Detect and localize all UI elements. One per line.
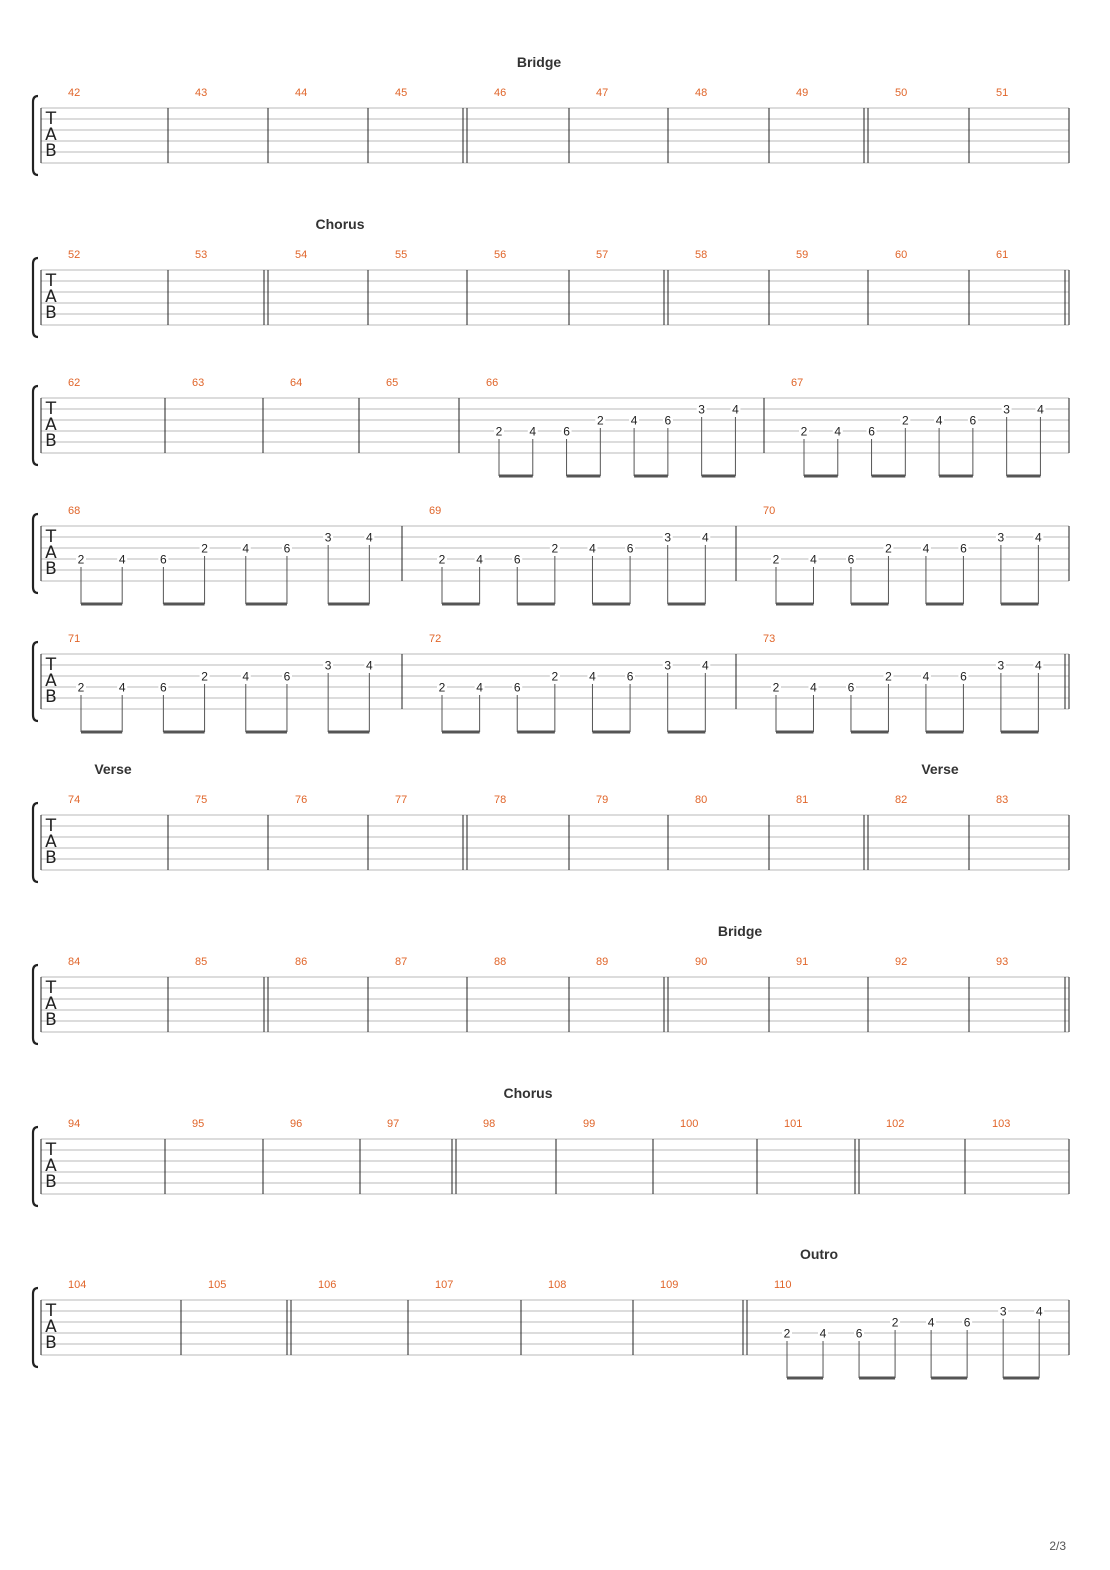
fret-number: 4	[922, 541, 930, 556]
fret-number: 3	[1003, 402, 1010, 417]
bar-number: 86	[295, 956, 308, 968]
section-label: Chorus	[503, 1085, 553, 1101]
bar-number: 48	[695, 87, 708, 99]
fret-number: 2	[800, 424, 808, 439]
fret-number: 2	[438, 552, 446, 567]
bar-number: 84	[68, 956, 81, 968]
system-bracket	[33, 96, 38, 175]
fret-number: 4	[810, 552, 817, 567]
tab-clef-letter: A	[45, 671, 57, 691]
bar-number: 67	[791, 377, 804, 389]
tab-clef-letter: A	[45, 1156, 57, 1176]
bar-number: 96	[290, 1118, 303, 1130]
fret-number: 4	[819, 1326, 827, 1341]
system-bracket	[33, 258, 38, 337]
fret-number: 2	[201, 669, 208, 684]
fret-number: 4	[630, 413, 638, 428]
system-bracket	[33, 514, 38, 593]
fret-number: 4	[1037, 402, 1044, 417]
bar-number: 59	[796, 249, 809, 261]
tab-clef-letter: A	[45, 1317, 57, 1337]
fret-number: 2	[438, 680, 446, 695]
fret-number: 4	[242, 669, 250, 684]
page-number: 2/3	[1049, 1539, 1066, 1553]
fret-number: 6	[626, 669, 634, 684]
fret-number: 3	[664, 658, 672, 673]
fret-number: 4	[529, 424, 537, 439]
fret-number: 2	[772, 552, 780, 567]
bar-number: 45	[395, 87, 408, 99]
tab-clef-letter: T	[45, 399, 57, 419]
fret-number: 2	[901, 413, 909, 428]
bar-number: 42	[68, 87, 81, 99]
bar-number: 93	[996, 956, 1009, 968]
bar-number: 94	[68, 1118, 81, 1130]
fret-number: 4	[834, 424, 842, 439]
tab-clef-letter: T	[45, 816, 57, 836]
bar-number: 81	[796, 794, 809, 806]
fret-number: 6	[563, 424, 570, 439]
fret-number: 6	[626, 541, 634, 556]
fret-number: 6	[160, 552, 167, 567]
bar-number: 77	[395, 794, 408, 806]
bar-number: 83	[996, 794, 1009, 806]
bar-number: 101	[784, 1118, 803, 1130]
bar-number: 54	[295, 249, 308, 261]
bar-number: 58	[695, 249, 708, 261]
tab-clef-letter: T	[45, 271, 57, 291]
bar-number: 78	[494, 794, 507, 806]
fret-number: 6	[960, 669, 967, 684]
bar-number: 104	[68, 1279, 87, 1291]
section-label: Outro	[799, 1246, 839, 1262]
bar-number: 106	[318, 1279, 337, 1291]
fret-number: 6	[868, 424, 875, 439]
bar-number: 85	[195, 956, 208, 968]
bar-number: 66	[486, 377, 499, 389]
fret-number: 2	[551, 669, 559, 684]
fret-number: 2	[596, 413, 604, 428]
bar-number: 74	[68, 794, 81, 806]
fret-number: 6	[160, 680, 167, 695]
fret-number: 2	[77, 552, 85, 567]
tab-clef-letter: T	[45, 978, 57, 998]
fret-number: 4	[589, 541, 596, 556]
bar-number: 63	[192, 377, 205, 389]
tab-clef-letter: B	[45, 1333, 57, 1353]
system-bracket	[33, 1288, 38, 1367]
bar-number: 69	[429, 505, 442, 517]
bar-number: 72	[429, 633, 442, 645]
fret-number: 4	[927, 1315, 935, 1330]
tab-clef-letter: B	[45, 1010, 57, 1030]
section-label: Verse	[94, 761, 132, 777]
bar-number: 102	[886, 1118, 905, 1130]
bar-number: 64	[290, 377, 303, 389]
tab-clef-letter: A	[45, 994, 57, 1014]
fret-number: 3	[698, 402, 705, 417]
fret-number: 2	[551, 541, 559, 556]
system-bracket	[33, 803, 38, 882]
bar-number: 82	[895, 794, 908, 806]
bar-number: 97	[387, 1118, 400, 1130]
fret-number: 4	[476, 552, 483, 567]
bar-number: 51	[996, 87, 1009, 99]
bar-number: 103	[992, 1118, 1011, 1130]
section-label: Chorus	[315, 216, 365, 232]
fret-number: 2	[783, 1326, 791, 1341]
bar-number: 71	[68, 633, 81, 645]
fret-number: 4	[1035, 658, 1042, 673]
bar-number: 105	[208, 1279, 227, 1291]
bar-number: 49	[796, 87, 809, 99]
tab-clef-letter: T	[45, 655, 57, 675]
bar-number: 90	[695, 956, 708, 968]
fret-number: 4	[366, 530, 373, 545]
bar-number: 55	[395, 249, 408, 261]
tab-clef-letter: B	[45, 687, 57, 707]
bar-number: 95	[192, 1118, 205, 1130]
section-label: Bridge	[516, 54, 562, 70]
tab-clef-letter: T	[45, 109, 57, 129]
fret-number: 6	[847, 680, 855, 695]
bar-number: 47	[596, 87, 609, 99]
fret-number: 4	[922, 669, 930, 684]
bar-number: 98	[483, 1118, 496, 1130]
bar-number: 62	[68, 377, 81, 389]
bar-number: 65	[386, 377, 399, 389]
fret-number: 2	[885, 541, 892, 556]
tab-clef-letter: T	[45, 1301, 57, 1321]
bar-number: 109	[660, 1279, 679, 1291]
bar-number: 107	[435, 1279, 454, 1291]
tab-clef-letter: B	[45, 303, 57, 323]
fret-number: 4	[476, 680, 483, 695]
bar-number: 99	[583, 1118, 596, 1130]
bar-number: 52	[68, 249, 81, 261]
bar-number: 75	[195, 794, 208, 806]
bar-number: 44	[295, 87, 308, 99]
fret-number: 6	[963, 1315, 971, 1330]
fret-number: 6	[664, 413, 672, 428]
fret-number: 3	[664, 530, 672, 545]
fret-number: 6	[513, 552, 521, 567]
bar-number: 46	[494, 87, 507, 99]
section-label: Bridge	[717, 923, 763, 939]
bar-number: 60	[895, 249, 908, 261]
bar-number: 91	[796, 956, 809, 968]
fret-number: 6	[283, 541, 291, 556]
system-bracket	[33, 965, 38, 1044]
fret-number: 3	[997, 530, 1005, 545]
fret-number: 6	[960, 541, 967, 556]
bar-number: 61	[996, 249, 1009, 261]
tab-clef-letter: T	[45, 1140, 57, 1160]
tab-clef-letter: T	[45, 527, 57, 547]
bar-number: 79	[596, 794, 609, 806]
bar-number: 56	[494, 249, 507, 261]
fret-number: 6	[855, 1326, 863, 1341]
fret-number: 4	[118, 552, 126, 567]
fret-number: 2	[201, 541, 208, 556]
bar-number: 73	[763, 633, 776, 645]
fret-number: 6	[969, 413, 977, 428]
section-label: Verse	[921, 761, 959, 777]
tab-clef-letter: B	[45, 559, 57, 579]
tab-clef-letter: B	[45, 431, 57, 451]
fret-number: 2	[495, 424, 503, 439]
bar-number: 87	[395, 956, 408, 968]
tab-clef-letter: A	[45, 287, 57, 307]
tab-clef-letter: B	[45, 141, 57, 161]
fret-number: 4	[701, 530, 709, 545]
fret-number: 2	[77, 680, 85, 695]
bar-number: 80	[695, 794, 708, 806]
fret-number: 4	[118, 680, 126, 695]
bar-number: 89	[596, 956, 609, 968]
bar-number: 76	[295, 794, 308, 806]
bar-number: 100	[680, 1118, 699, 1130]
system-bracket	[33, 1127, 38, 1206]
fret-number: 4	[242, 541, 250, 556]
tab-clef-letter: B	[45, 848, 57, 868]
fret-number: 6	[847, 552, 855, 567]
fret-number: 4	[701, 658, 709, 673]
fret-number: 3	[999, 1304, 1007, 1319]
fret-number: 2	[885, 669, 892, 684]
fret-number: 3	[997, 658, 1005, 673]
fret-number: 3	[324, 658, 332, 673]
fret-number: 4	[810, 680, 817, 695]
bar-number: 53	[195, 249, 208, 261]
system-bracket	[33, 642, 38, 721]
fret-number: 4	[935, 413, 943, 428]
bar-number: 92	[895, 956, 908, 968]
tab-clef-letter: B	[45, 1172, 57, 1192]
bar-number: 108	[548, 1279, 567, 1291]
fret-number: 3	[324, 530, 332, 545]
bar-number: 50	[895, 87, 908, 99]
fret-number: 2	[891, 1315, 899, 1330]
bar-number: 88	[494, 956, 507, 968]
fret-number: 4	[1035, 1304, 1043, 1319]
fret-number: 4	[589, 669, 596, 684]
fret-number: 4	[1035, 530, 1042, 545]
tab-clef-letter: A	[45, 125, 57, 145]
fret-number: 4	[732, 402, 739, 417]
bar-number: 43	[195, 87, 208, 99]
fret-number: 6	[513, 680, 521, 695]
bar-number: 110	[774, 1279, 792, 1291]
fret-number: 6	[283, 669, 291, 684]
bar-number: 70	[763, 505, 776, 517]
bar-number: 57	[596, 249, 609, 261]
fret-number: 2	[772, 680, 780, 695]
fret-number: 4	[366, 658, 373, 673]
system-bracket	[33, 386, 38, 465]
tab-clef-letter: A	[45, 832, 57, 852]
bar-number: 68	[68, 505, 81, 517]
tab-clef-letter: A	[45, 415, 57, 435]
tab-clef-letter: A	[45, 543, 57, 563]
